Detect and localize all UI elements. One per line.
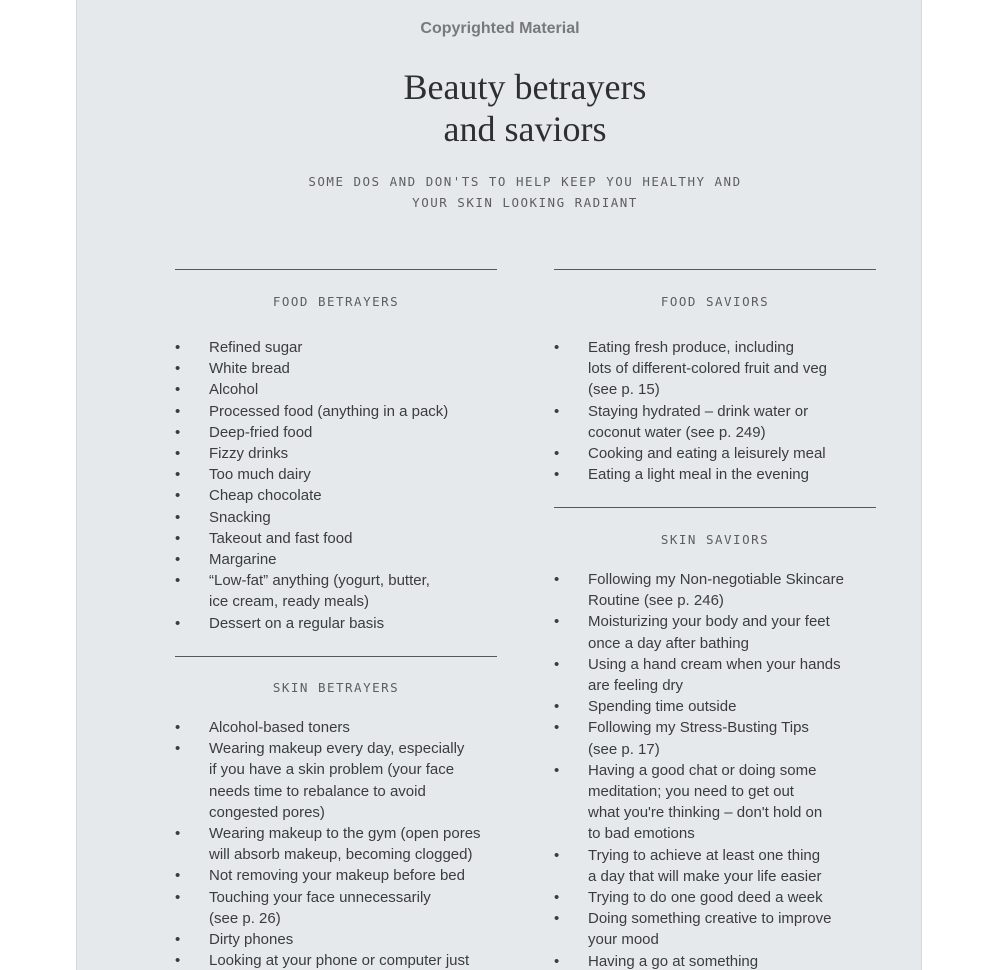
divider-rule (554, 507, 876, 508)
list-item: • Not removing your makeup before bed (175, 865, 505, 886)
list-item: • Processed food (anything in a pack) (175, 401, 505, 422)
copyright-notice: Copyrighted Material (420, 20, 580, 37)
list-item: • Wearing makeup to the gym (open pores will absorb makeup, becoming clogged) (175, 823, 505, 865)
list-item: • Moisturizing your body and your feet once a day after bathing (554, 611, 884, 653)
list-item: • Alcohol-based toners (175, 717, 505, 738)
divider-rule (175, 656, 497, 657)
list-item: • Having a go at something (554, 951, 884, 970)
list-item: • Touching your face unnecessarily (see p. 26) (175, 887, 505, 929)
list-item: • Wearing makeup every day, especially if you have a skin problem (your face needs time to rebalance to avoid congested pores) (175, 738, 505, 823)
list-item: • Using a hand cream when your hands are feeling dry (554, 654, 884, 696)
left-column (175, 0, 497, 970)
list-item: • Trying to achieve at least one thing a day that will make your life easier (554, 845, 884, 887)
list-item: • Staying hydrated – drink water or coconut water (see p. 249) (554, 401, 884, 443)
skin-betrayers-heading: SKIN BETRAYERS (272, 680, 400, 695)
list-item: • Dessert on a regular basis (175, 613, 505, 634)
list-item: • Deep-fried food (175, 422, 505, 443)
divider-rule (175, 269, 497, 270)
list-item: • Trying to do one good deed a week (554, 887, 884, 908)
skin-saviors-list (554, 569, 884, 970)
list-item: • Doing something creative to improve your mood (554, 908, 884, 950)
title-line-2: and saviors (443, 109, 607, 149)
list-item: • Spending time outside (554, 696, 884, 717)
divider-rule (554, 269, 876, 270)
food-betrayers-list (175, 337, 505, 634)
food-betrayers-heading: FOOD BETRAYERS (272, 294, 400, 309)
subtitle-line-2: YOUR SKIN LOOKING RADIANT (412, 195, 638, 210)
list-item: • Snacking (175, 507, 505, 528)
list-item: • Dirty phones (175, 929, 505, 950)
list-item: • Cheap chocolate (175, 485, 505, 506)
list-item: • Alcohol (175, 379, 505, 400)
list-item: • “Low-fat” anything (yogurt, butter, ice cream, ready meals) (175, 570, 505, 612)
list-item: • Too much dairy (175, 464, 505, 485)
food-saviors-list (554, 337, 884, 485)
list-item: • Eating fresh produce, including lots of different-colored fruit and veg (see p. 15) (554, 337, 884, 401)
list-item: • Refined sugar (175, 337, 505, 358)
list-item: • Takeout and fast food (175, 528, 505, 549)
food-saviors-heading: FOOD SAVIORS (660, 294, 770, 309)
subtitle-line-1: SOME DOS AND DON'TS TO HELP KEEP YOU HEALTHY AND (308, 174, 742, 189)
list-item: • Fizzy drinks (175, 443, 505, 464)
list-item: • Looking at your phone or computer just (175, 950, 505, 970)
book-page (76, 0, 922, 970)
list-item: • Following my Non-negotiable Skincare Routine (see p. 246) (554, 569, 884, 611)
right-column (554, 0, 876, 970)
skin-betrayers-list (175, 717, 505, 970)
list-item: • Margarine (175, 549, 505, 570)
skin-saviors-heading: SKIN SAVIORS (660, 532, 770, 547)
title-line-1: Beauty betrayers (403, 67, 647, 107)
list-item: • White bread (175, 358, 505, 379)
list-item: • Following my Stress-Busting Tips (see p. 17) (554, 717, 884, 759)
list-item: • Having a good chat or doing some meditation; you need to get out what you're thinking – don't hold on to bad emotions (554, 760, 884, 845)
list-item: • Eating a light meal in the evening (554, 464, 884, 485)
list-item: • Cooking and eating a leisurely meal (554, 443, 884, 464)
